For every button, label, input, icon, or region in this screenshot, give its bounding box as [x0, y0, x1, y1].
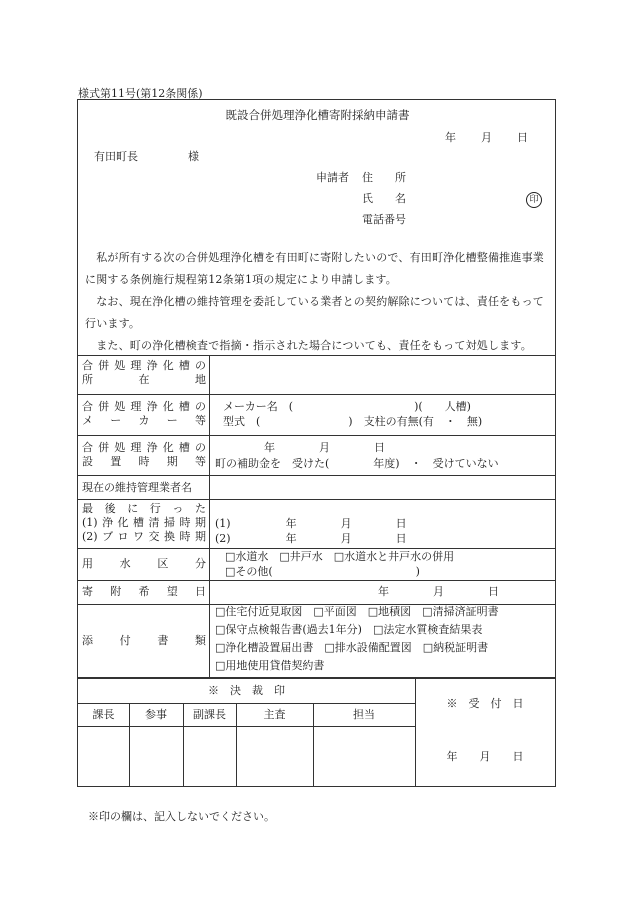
cleaning-date-field[interactable]: (1) 年 月 日	[215, 517, 407, 530]
body-paragraph-2: なお、現在浄化槽の維持管理を委託している業者との契約解除については、責任をもって行います。	[85, 295, 544, 330]
stamp-column-header: 参事	[145, 708, 167, 721]
maker-label: 合併処理浄化槽の メ ー カ ー 等	[82, 400, 206, 427]
stamp-column-header: 担当	[353, 708, 375, 721]
row-divider	[78, 435, 555, 436]
date-year: 年	[445, 131, 456, 144]
stamp-column-header: 課長	[92, 708, 115, 721]
form-number: 様式第11号(第12条関係)	[78, 87, 203, 100]
honorific: 様	[188, 150, 199, 163]
maintenance-label: 最 後 に 行 っ た (1)浄化槽清掃時期 (2)ブロワ交換時期	[82, 502, 206, 543]
office-section-border	[78, 677, 555, 679]
applicant-label: 申請者	[316, 171, 349, 184]
model-field[interactable]: 型式 ( ) 支柱の有無(有 ・ 無)	[223, 415, 483, 428]
footer-note: ※印の欄は、記入しないでください。	[88, 810, 275, 823]
donation-label: 寄 附 希 望 日	[82, 585, 206, 598]
body-paragraph-1: 私が所有する次の合併処理浄化槽を有田町に寄附したいので、有田町浄化槽整備推進事業に関する条例施行規程第12条第1項の規定により申請します。	[85, 251, 544, 286]
form-title: 既設合併処理浄化槽寄附採納申請書	[225, 108, 410, 122]
attachment-options-2[interactable]: □保守点検報告書(過去1年分) □法定水質検査結果表	[215, 623, 483, 636]
name-label: 氏 名	[362, 192, 406, 205]
addressee: 有田町長	[94, 150, 138, 163]
address-label: 住 所	[362, 171, 406, 184]
receipt-date: 年 月 日	[446, 750, 524, 763]
donation-date-field[interactable]: 年 月 日	[378, 585, 499, 598]
table-top-border	[78, 355, 555, 356]
attachment-options-4[interactable]: □用地使用貸借契約書	[215, 659, 325, 672]
body-paragraph-3: また、町の浄化槽検査で指摘・指示された場合についても、責任をもって対処します。	[85, 339, 532, 352]
manager-label: 現在の維持管理業者名	[82, 481, 192, 494]
attachment-options-3[interactable]: □浄化槽設置届出書 □排水設備配置図 □納税証明書	[215, 641, 489, 654]
receipt-divider	[415, 678, 416, 786]
row-divider	[78, 580, 555, 581]
attachments-label: 添 付 書 類	[82, 634, 206, 647]
date-month: 月	[481, 131, 492, 144]
application-form	[77, 99, 556, 787]
decision-title: ※ 決 裁 印	[208, 684, 285, 697]
phone-label: 電話番号	[362, 213, 406, 226]
row-divider	[78, 548, 555, 549]
row-divider	[78, 475, 555, 476]
install-label: 合併処理浄化槽の 設 置 時 期 等	[82, 441, 206, 468]
maker-name-field[interactable]: メーカー名 ( )( 人槽)	[223, 400, 471, 413]
receipt-title: ※ 受 付 日	[446, 697, 524, 710]
date-day: 日	[517, 131, 528, 144]
water-options[interactable]: □水道水 □井戸水 □水道水と井戸水の併用	[225, 550, 455, 563]
blower-date-field[interactable]: (2) 年 月 日	[215, 532, 407, 545]
row-divider	[78, 499, 555, 500]
seal-mark: 印	[526, 192, 542, 208]
install-date-field[interactable]: 年 月 日	[264, 441, 385, 454]
water-other-option[interactable]: □その他( )	[225, 565, 420, 578]
label-column-divider	[209, 355, 210, 677]
location-label: 合併処理浄化槽の 所 在 地	[82, 359, 206, 386]
stamp-column-header: 主査	[263, 708, 286, 721]
subsidy-field[interactable]: 町の補助金を 受けた( 年度) ・ 受けていない	[215, 457, 499, 470]
row-divider	[78, 394, 555, 395]
attachment-options-1[interactable]: □住宅付近見取図 □平面図 □地積図 □清掃済証明書	[215, 605, 499, 618]
stamp-column-header: 副課長	[193, 708, 226, 721]
water-label: 用 水 区 分	[82, 557, 206, 570]
